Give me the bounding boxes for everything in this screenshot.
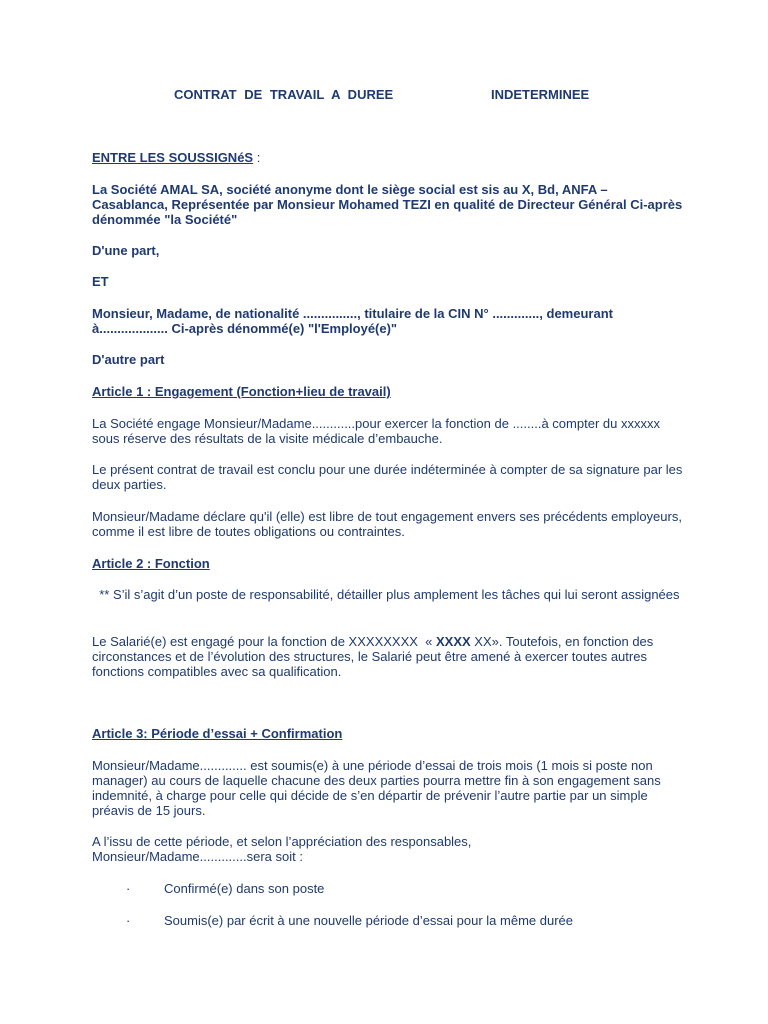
title-part-1: CONTRAT DE TRAVAIL A DUREE xyxy=(174,87,394,102)
article2-paragraph-1: ** S’il s’agit d’un poste de responsabilité, détailler plus amplement les tâches qui lui seront assignées xyxy=(92,587,680,602)
article2-paragraph-2 xyxy=(92,634,684,679)
article1-paragraph-2: Le présent contrat de travail est conclu pour une durée indéterminée à compter de sa signature par les deux parties. xyxy=(92,462,683,492)
company-paragraph: La Société AMAL SA, société anonyme dont le siège social est sis au X, Bd, ANFA – Casablanca, Représentée par Monsieur Mohamed TEZI en qualité de Directeur Général Ci-après dénommée "la Société" xyxy=(92,182,683,227)
article3-heading: Article 3: Période d’essai + Confirmation xyxy=(92,726,343,741)
bullet-1: · xyxy=(126,881,131,896)
article2-p2-before: Le Salarié(e) est engagé pour la fonction de XXXXXXXX « xyxy=(92,634,436,649)
employee-paragraph: Monsieur, Madame, de nationalité ..............., titulaire de la CIN N° ............., demeurant à................... Ci-après dénommé(e) "l'Employé(e)" xyxy=(92,306,613,336)
bullet-2: · xyxy=(126,913,131,928)
article2-p2-bold: XXXX xyxy=(436,634,471,649)
article3-paragraph-2: A l’issu de cette période, et selon l’appréciation des responsables, Monsieur/Madame.............sera soit : xyxy=(92,834,472,864)
parties-heading-suffix: : xyxy=(253,150,261,165)
article3-paragraph-1: Monsieur/Madame............. est soumis(e) à une période d’essai de trois mois (1 mois si poste non manager) au cours de laquelle chacune des deux parties pourra mettre fin à son engagement sans indemnité, à charge pour celle qui décide de s’en départir de prévenir l’autre partie par un simple préavis de 15 jours. xyxy=(92,758,661,818)
parties-heading-label: ENTRE LES SOUSSIGNéS xyxy=(92,150,254,165)
and-line: ET xyxy=(92,274,109,289)
article2-heading: Article 2 : Fonction xyxy=(92,556,210,571)
article1-heading: Article 1 : Engagement (Fonction+lieu de travail) xyxy=(92,384,391,399)
option-text-2: Soumis(e) par écrit à une nouvelle période d’essai pour la même durée xyxy=(164,913,573,928)
article1-paragraph-1: La Société engage Monsieur/Madame............pour exercer la fonction de ........à compter du xxxxxx sous réserve des résultats de la visite médicale d’embauche. xyxy=(92,416,660,446)
parties-heading xyxy=(92,150,684,165)
option-text-1: Confirmé(e) dans son poste xyxy=(164,881,325,896)
article1-paragraph-3: Monsieur/Madame déclare qu'il (elle) est libre de tout engagement envers ses précédents employeurs, comme il est libre de toutes obligations ou contraintes. xyxy=(92,509,682,539)
article2-p2-after: XX». Toutefois, en fonction des circonstances et de l’évolution des structures, le Salarié peut être amené à exercer toutes autres fonctions compatibles avec sa qualification. xyxy=(92,634,657,679)
one-part-line: D'une part, xyxy=(92,243,160,258)
other-part-line: D'autre part xyxy=(92,352,165,367)
title-part-2: INDETERMINEE xyxy=(491,87,590,102)
